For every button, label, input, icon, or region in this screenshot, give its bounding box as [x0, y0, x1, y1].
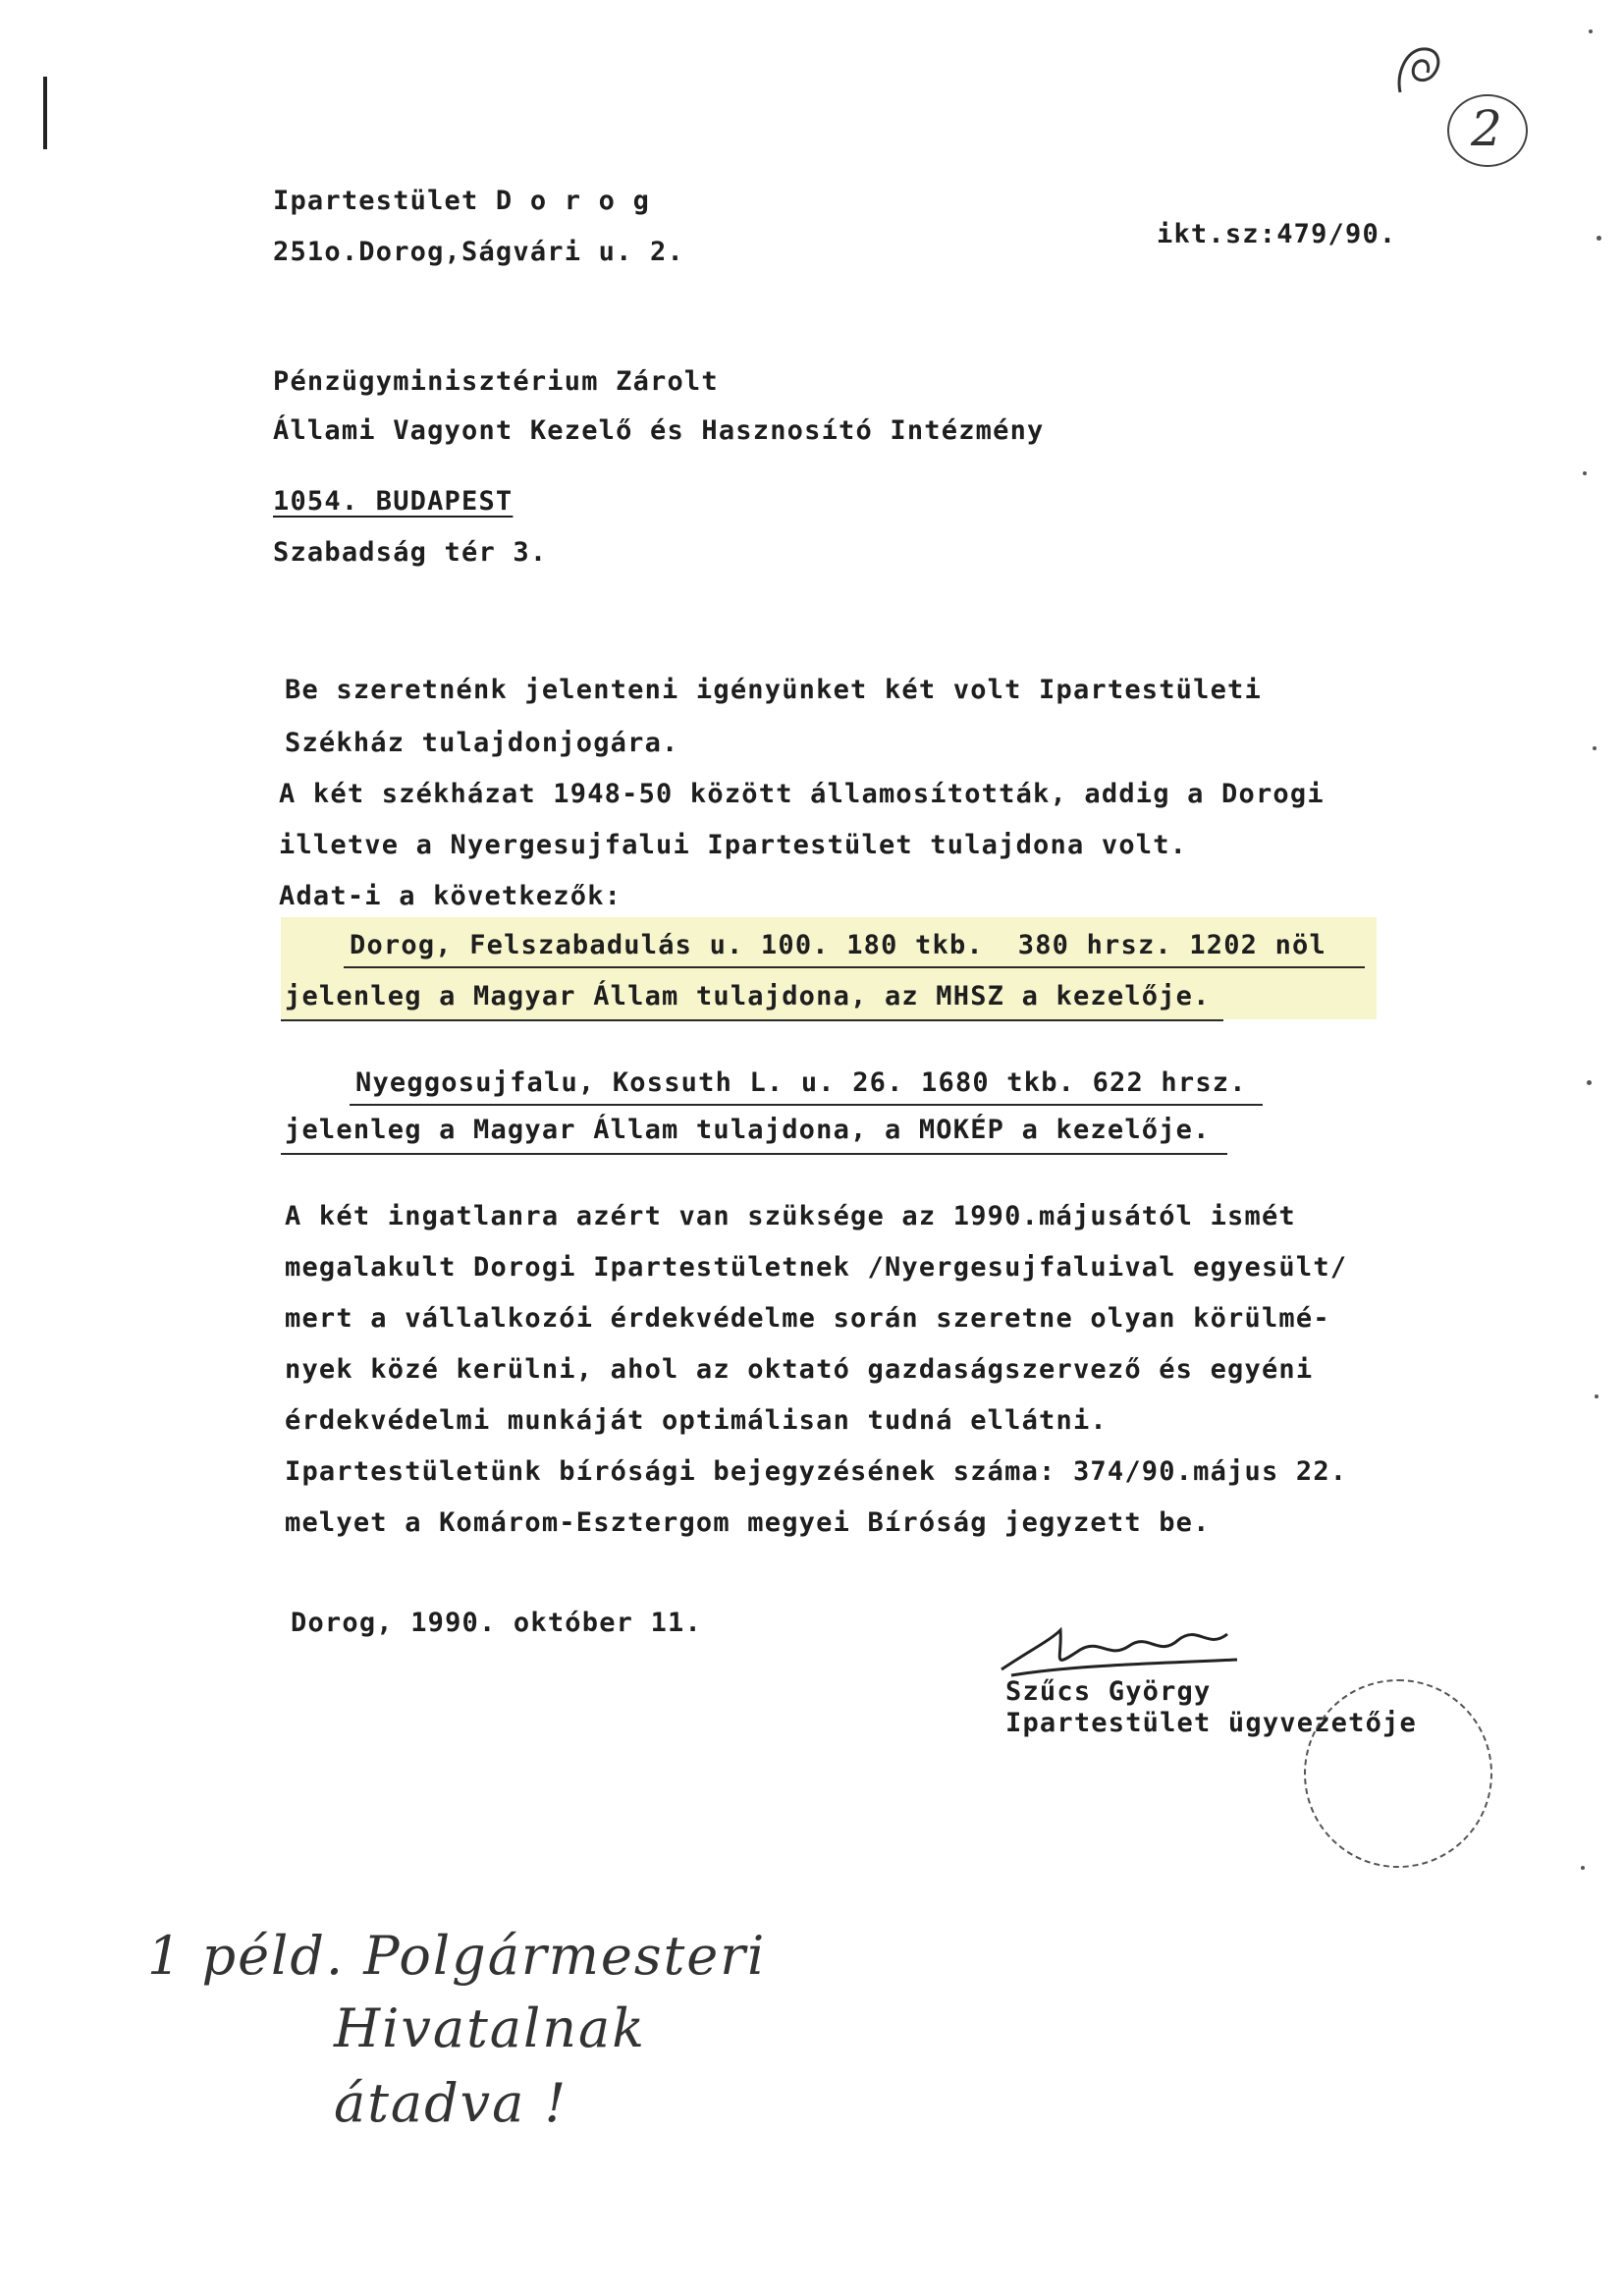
paragraph-3-line-3: mert a vállalkozói érdekvédelme során szeretne olyan körülmé-: [285, 1303, 1330, 1334]
corner-scribble-icon: [1392, 43, 1447, 104]
property-2-line-2: jelenleg a Magyar Állam tulajdona, a MOKÉP a kezelője.: [285, 1115, 1211, 1145]
scan-speck: [1593, 746, 1597, 750]
handwritten-note-line-2: Hivatalnak: [334, 1997, 646, 2059]
margin-mark: [43, 77, 47, 149]
official-stamp: [1304, 1679, 1492, 1868]
scan-speck: [1587, 1080, 1592, 1085]
page-number-circle: [1447, 94, 1528, 167]
recipient-city: 1054. BUDAPEST: [273, 486, 514, 517]
property-1-line-2: jelenleg a Magyar Állam tulajdona, az MHSZ a kezelője.: [285, 981, 1211, 1011]
recipient-line-2: Állami Vagyont Kezelő és Hasznosító Intézmény: [273, 415, 1045, 446]
signer-title: Ipartestület ügyvezetője: [1005, 1708, 1417, 1738]
property-1-line-1: Dorog, Felszabadulás u. 100. 180 tkb. 380 hrsz. 1202 nöl: [350, 930, 1326, 960]
sender-name: Ipartestület D o r o g: [273, 186, 651, 216]
property-1-underline-2: [281, 1019, 1223, 1021]
paragraph-3-line-5: érdekvédelmi munkáját optimálisan tudná ellátni.: [285, 1405, 1108, 1436]
scan-speck: [1589, 29, 1593, 33]
paragraph-3-line-6: Ipartestületünk bírósági bejegyzésének száma: 374/90.május 22.: [285, 1456, 1348, 1487]
handwritten-note-line-3: átadva !: [334, 2072, 568, 2134]
property-1-underline-1: [344, 966, 1365, 968]
recipient-street: Szabadság tér 3.: [273, 537, 548, 568]
paragraph-1-line-1: Be szeretnénk jelenteni igényünket két volt Ipartestületi: [285, 675, 1262, 705]
paragraph-3-line-7: melyet a Komárom-Esztergom megyei Bíróság jegyzett be.: [285, 1507, 1211, 1538]
paragraph-1-line-2: Székház tulajdonjogára.: [285, 728, 679, 758]
paragraph-3-line-4: nyek közé kerülni, ahol az oktató gazdaságszervező és egyéni: [285, 1354, 1314, 1385]
handwritten-note-line-1: 1 péld. Polgármesteri: [147, 1925, 767, 1987]
scan-speck: [1581, 1866, 1585, 1870]
paragraph-2-line-1: A két székházat 1948-50 között államosították, addig a Dorogi: [279, 779, 1325, 809]
scan-speck: [1597, 236, 1601, 241]
property-2-underline-1: [350, 1104, 1263, 1106]
property-2-underline-2: [281, 1153, 1227, 1155]
signer-name: Szűcs György: [1005, 1676, 1212, 1707]
recipient-line-1: Pénzügyminisztérium Zárolt: [273, 366, 719, 397]
paragraph-2-line-2: illetve a Nyergesujfalui Ipartestület tulajdona volt.: [279, 830, 1188, 860]
paragraph-3-line-1: A két ingatlanra azért van szüksége az 1990.májusától ismét: [285, 1201, 1296, 1231]
reference-number: ikt.sz:479/90.: [1157, 219, 1397, 249]
page-number: 2: [1471, 100, 1502, 157]
property-2-line-1: Nyeggosujfalu, Kossuth L. u. 26. 1680 tkb. 622 hrsz.: [355, 1067, 1247, 1098]
sender-address: 251o.Dorog,Ságvári u. 2.: [273, 237, 684, 267]
scan-speck: [1595, 1394, 1598, 1398]
scan-speck: [1583, 471, 1587, 475]
paragraph-3-line-2: megalakult Dorogi Ipartestületnek /Nyergesujfaluival egyesült/: [285, 1252, 1348, 1283]
paragraph-2-line-3: Adat-i a következők:: [279, 881, 623, 911]
place-and-date: Dorog, 1990. október 11.: [291, 1608, 702, 1638]
